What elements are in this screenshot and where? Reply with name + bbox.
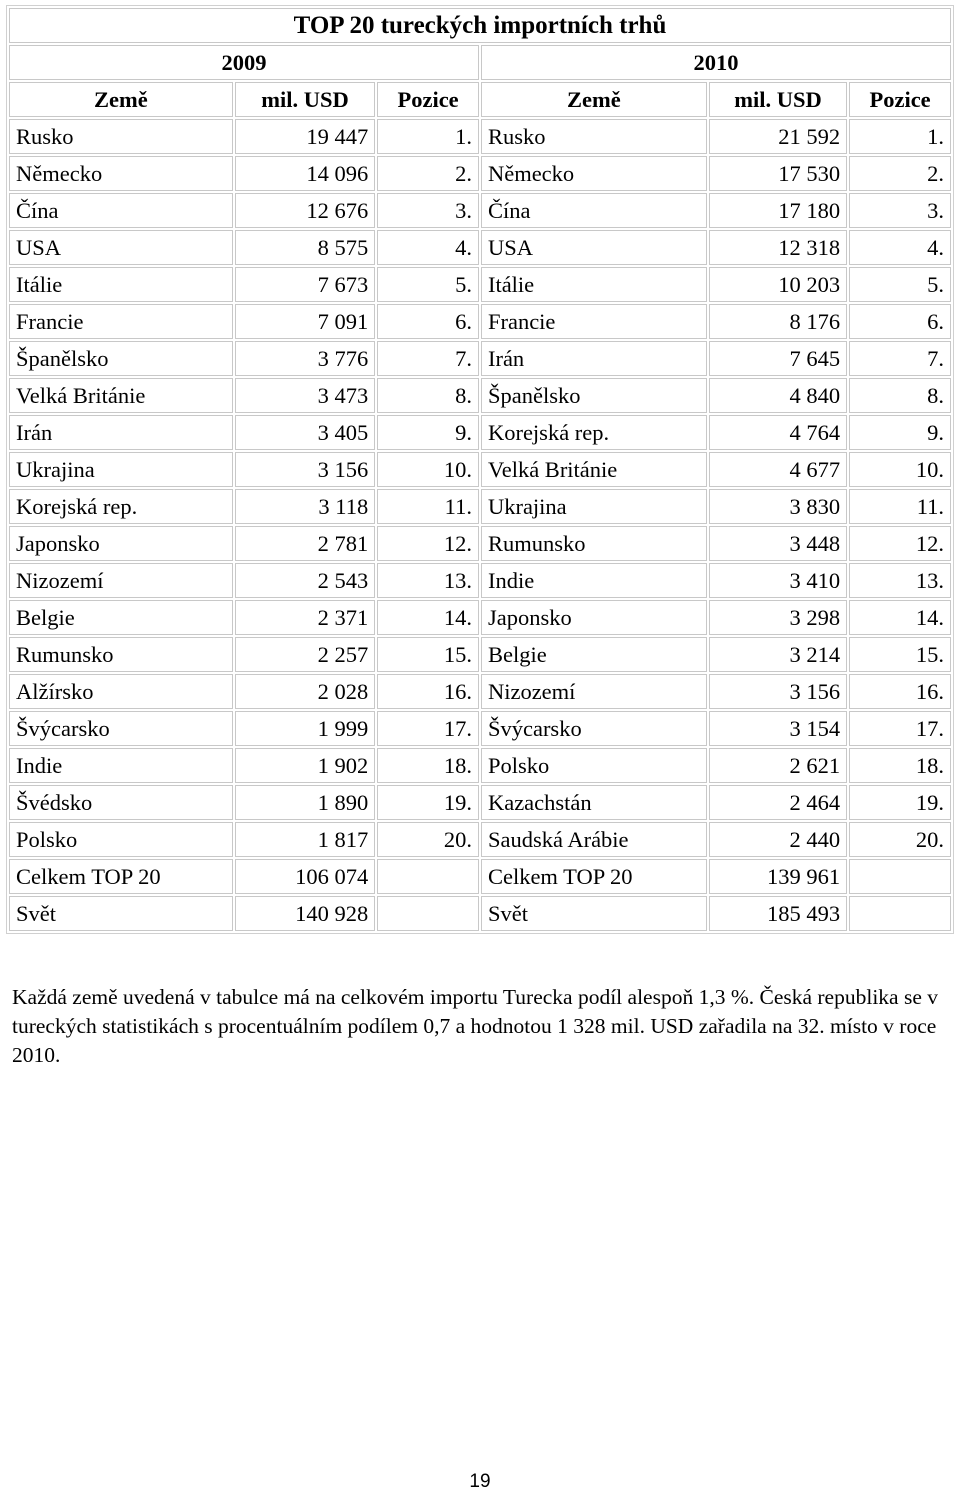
page-number: 19 bbox=[469, 1471, 491, 1492]
country-2009: Francie bbox=[9, 304, 233, 339]
table-row bbox=[9, 600, 951, 635]
usd-2010: 3 154 bbox=[709, 711, 847, 746]
empty-cell bbox=[849, 896, 951, 931]
year-2010-header: 2010 bbox=[481, 45, 951, 80]
usd-2009: 12 676 bbox=[235, 193, 375, 228]
country-2010: Německo bbox=[481, 156, 707, 191]
position-2009: 12. bbox=[377, 526, 479, 561]
position-2009: 4. bbox=[377, 230, 479, 265]
country-2009: Belgie bbox=[9, 600, 233, 635]
usd-2009: 8 575 bbox=[235, 230, 375, 265]
usd-header-2010: mil. USD bbox=[709, 82, 847, 117]
usd-2010: 17 180 bbox=[709, 193, 847, 228]
table-row bbox=[9, 304, 951, 339]
usd-2009: 19 447 bbox=[235, 119, 375, 154]
country-2009: Německo bbox=[9, 156, 233, 191]
position-2010: 17. bbox=[849, 711, 951, 746]
country-2010: Velká Británie bbox=[481, 452, 707, 487]
table-row bbox=[9, 415, 951, 450]
position-2010: 8. bbox=[849, 378, 951, 413]
usd-2010: 10 203 bbox=[709, 267, 847, 302]
empty-cell bbox=[377, 896, 479, 931]
position-2010: 15. bbox=[849, 637, 951, 672]
country-2010: Francie bbox=[481, 304, 707, 339]
usd-2010: 4 840 bbox=[709, 378, 847, 413]
country-2009: Čína bbox=[9, 193, 233, 228]
position-2010: 3. bbox=[849, 193, 951, 228]
position-2009: 16. bbox=[377, 674, 479, 709]
country-2010: Saudská Arábie bbox=[481, 822, 707, 857]
position-2009: 15. bbox=[377, 637, 479, 672]
imports-table-wrapper bbox=[6, 5, 954, 934]
position-header-2009: Pozice bbox=[377, 82, 479, 117]
country-2009: Japonsko bbox=[9, 526, 233, 561]
total-label-2009: Celkem TOP 20 bbox=[9, 859, 233, 894]
country-2010: Belgie bbox=[481, 637, 707, 672]
country-2010: Nizozemí bbox=[481, 674, 707, 709]
total-value-2010: 185 493 bbox=[709, 896, 847, 931]
usd-2009: 1 902 bbox=[235, 748, 375, 783]
position-2010: 16. bbox=[849, 674, 951, 709]
country-2010: Korejská rep. bbox=[481, 415, 707, 450]
country-2010: Polsko bbox=[481, 748, 707, 783]
country-header-2009: Země bbox=[9, 82, 233, 117]
country-2009: Švýcarsko bbox=[9, 711, 233, 746]
position-2010: 4. bbox=[849, 230, 951, 265]
country-2009: Rusko bbox=[9, 119, 233, 154]
table-row bbox=[9, 526, 951, 561]
country-2009: Indie bbox=[9, 748, 233, 783]
usd-2009: 2 371 bbox=[235, 600, 375, 635]
usd-2010: 21 592 bbox=[709, 119, 847, 154]
country-2009: Španělsko bbox=[9, 341, 233, 376]
usd-2009: 1 890 bbox=[235, 785, 375, 820]
table-row bbox=[9, 230, 951, 265]
position-2009: 19. bbox=[377, 785, 479, 820]
table-row bbox=[9, 267, 951, 302]
position-2010: 9. bbox=[849, 415, 951, 450]
position-2010: 1. bbox=[849, 119, 951, 154]
total-value-2009: 106 074 bbox=[235, 859, 375, 894]
table-body bbox=[9, 119, 951, 931]
country-2010: USA bbox=[481, 230, 707, 265]
position-2009: 1. bbox=[377, 119, 479, 154]
position-2009: 13. bbox=[377, 563, 479, 598]
country-2009: Polsko bbox=[9, 822, 233, 857]
position-2010: 10. bbox=[849, 452, 951, 487]
position-2009: 7. bbox=[377, 341, 479, 376]
table-title: TOP 20 tureckých importních trhů bbox=[9, 8, 951, 43]
country-2009: Velká Británie bbox=[9, 378, 233, 413]
table-row bbox=[9, 341, 951, 376]
usd-2010: 4 677 bbox=[709, 452, 847, 487]
position-2010: 14. bbox=[849, 600, 951, 635]
position-2010: 20. bbox=[849, 822, 951, 857]
position-2009: 2. bbox=[377, 156, 479, 191]
usd-2009: 2 028 bbox=[235, 674, 375, 709]
position-2010: 13. bbox=[849, 563, 951, 598]
usd-2009: 3 405 bbox=[235, 415, 375, 450]
usd-2009: 1 999 bbox=[235, 711, 375, 746]
table-row bbox=[9, 452, 951, 487]
country-2009: USA bbox=[9, 230, 233, 265]
table-row bbox=[9, 119, 951, 154]
country-2009: Ukrajina bbox=[9, 452, 233, 487]
table-row bbox=[9, 193, 951, 228]
position-2009: 9. bbox=[377, 415, 479, 450]
position-2010: 18. bbox=[849, 748, 951, 783]
country-2010: Japonsko bbox=[481, 600, 707, 635]
country-2009: Rumunsko bbox=[9, 637, 233, 672]
total-value-2009: 140 928 bbox=[235, 896, 375, 931]
total-label-2010: Celkem TOP 20 bbox=[481, 859, 707, 894]
empty-cell bbox=[849, 859, 951, 894]
position-2009: 11. bbox=[377, 489, 479, 524]
usd-2010: 3 830 bbox=[709, 489, 847, 524]
table-row bbox=[9, 489, 951, 524]
usd-2010: 3 410 bbox=[709, 563, 847, 598]
usd-2010: 2 440 bbox=[709, 822, 847, 857]
position-2010: 7. bbox=[849, 341, 951, 376]
table-row bbox=[9, 674, 951, 709]
position-2009: 10. bbox=[377, 452, 479, 487]
table-row bbox=[9, 785, 951, 820]
position-header-2010: Pozice bbox=[849, 82, 951, 117]
country-2010: Rusko bbox=[481, 119, 707, 154]
position-2010: 2. bbox=[849, 156, 951, 191]
total-label-2010: Svět bbox=[481, 896, 707, 931]
position-2009: 14. bbox=[377, 600, 479, 635]
usd-2010: 3 156 bbox=[709, 674, 847, 709]
total-label-2009: Svět bbox=[9, 896, 233, 931]
position-2010: 19. bbox=[849, 785, 951, 820]
usd-2009: 7 673 bbox=[235, 267, 375, 302]
usd-2009: 3 118 bbox=[235, 489, 375, 524]
usd-2010: 3 298 bbox=[709, 600, 847, 635]
position-2010: 12. bbox=[849, 526, 951, 561]
usd-2010: 3 214 bbox=[709, 637, 847, 672]
position-2009: 17. bbox=[377, 711, 479, 746]
usd-2009: 2 543 bbox=[235, 563, 375, 598]
total-row bbox=[9, 896, 951, 931]
usd-header-2009: mil. USD bbox=[235, 82, 375, 117]
position-2010: 6. bbox=[849, 304, 951, 339]
position-2009: 3. bbox=[377, 193, 479, 228]
usd-2010: 8 176 bbox=[709, 304, 847, 339]
country-2009: Korejská rep. bbox=[9, 489, 233, 524]
country-2009: Alžírsko bbox=[9, 674, 233, 709]
usd-2009: 7 091 bbox=[235, 304, 375, 339]
position-2009: 6. bbox=[377, 304, 479, 339]
usd-2010: 17 530 bbox=[709, 156, 847, 191]
usd-2010: 12 318 bbox=[709, 230, 847, 265]
table-row bbox=[9, 748, 951, 783]
country-2010: Čína bbox=[481, 193, 707, 228]
position-2010: 11. bbox=[849, 489, 951, 524]
table-row bbox=[9, 378, 951, 413]
position-2009: 5. bbox=[377, 267, 479, 302]
table-row bbox=[9, 563, 951, 598]
country-2009: Irán bbox=[9, 415, 233, 450]
position-2010: 5. bbox=[849, 267, 951, 302]
table-row bbox=[9, 637, 951, 672]
imports-table bbox=[6, 5, 954, 934]
country-2010: Kazachstán bbox=[481, 785, 707, 820]
note-paragraph: Každá země uvedená v tabulce má na celkovém importu Turecka podíl alespoň 1,3 %. Česká republika se v tureckých statistikách s procentuálním podílem 0,7 a hodnotou 1 328 mil. USD zařadila na 32. místo v roce 2010. bbox=[12, 985, 939, 1067]
empty-cell bbox=[377, 859, 479, 894]
country-header-2010: Země bbox=[481, 82, 707, 117]
usd-2010: 2 464 bbox=[709, 785, 847, 820]
country-2009: Nizozemí bbox=[9, 563, 233, 598]
total-value-2010: 139 961 bbox=[709, 859, 847, 894]
country-2010: Švýcarsko bbox=[481, 711, 707, 746]
table-row bbox=[9, 156, 951, 191]
usd-2009: 3 156 bbox=[235, 452, 375, 487]
country-2010: Indie bbox=[481, 563, 707, 598]
position-2009: 8. bbox=[377, 378, 479, 413]
usd-2009: 3 776 bbox=[235, 341, 375, 376]
country-2009: Itálie bbox=[9, 267, 233, 302]
total-row bbox=[9, 859, 951, 894]
year-2009-header: 2009 bbox=[9, 45, 479, 80]
usd-2010: 7 645 bbox=[709, 341, 847, 376]
usd-2009: 2 781 bbox=[235, 526, 375, 561]
usd-2009: 2 257 bbox=[235, 637, 375, 672]
usd-2010: 4 764 bbox=[709, 415, 847, 450]
usd-2009: 1 817 bbox=[235, 822, 375, 857]
table-row bbox=[9, 711, 951, 746]
country-2010: Ukrajina bbox=[481, 489, 707, 524]
usd-2010: 3 448 bbox=[709, 526, 847, 561]
usd-2009: 3 473 bbox=[235, 378, 375, 413]
country-2010: Rumunsko bbox=[481, 526, 707, 561]
usd-2009: 14 096 bbox=[235, 156, 375, 191]
country-2010: Španělsko bbox=[481, 378, 707, 413]
position-2009: 18. bbox=[377, 748, 479, 783]
country-2010: Irán bbox=[481, 341, 707, 376]
table-row bbox=[9, 822, 951, 857]
position-2009: 20. bbox=[377, 822, 479, 857]
country-2009: Švédsko bbox=[9, 785, 233, 820]
usd-2010: 2 621 bbox=[709, 748, 847, 783]
country-2010: Itálie bbox=[481, 267, 707, 302]
